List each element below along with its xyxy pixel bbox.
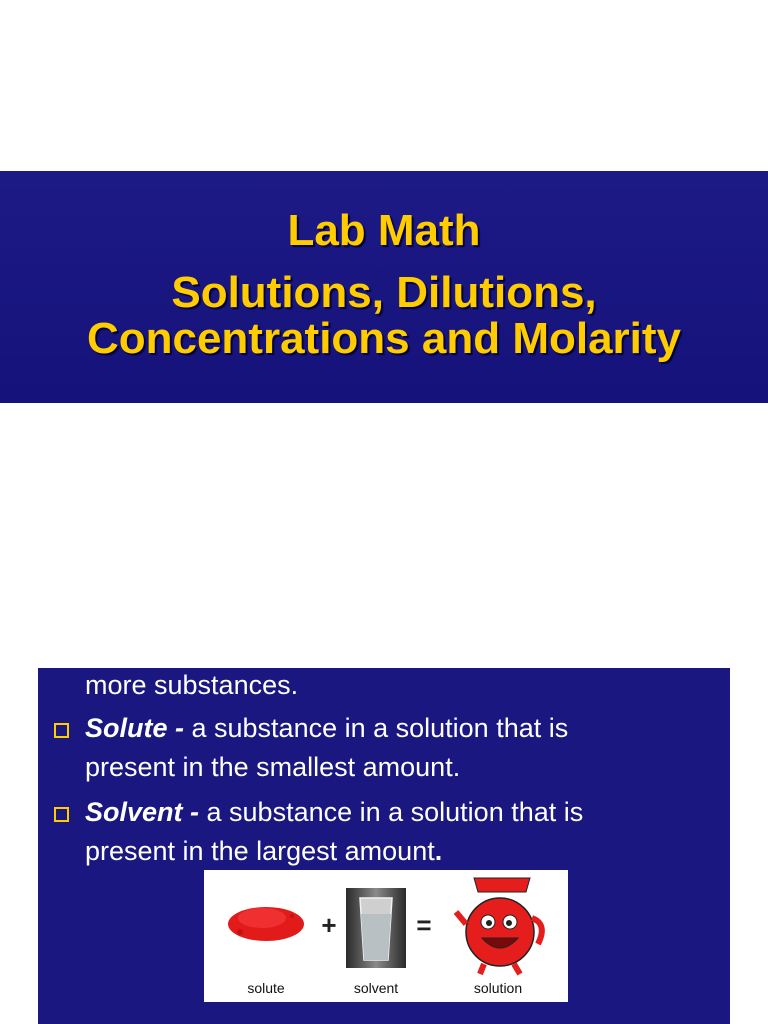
slide-title-line-2: Solutions, Dilutions, (171, 268, 597, 317)
bullet-icon (54, 807, 69, 822)
caption-solvent: solvent (353, 980, 399, 996)
solvent-text: a substance in a solution that is (199, 797, 584, 827)
solution-figure (204, 870, 568, 1002)
solute-definition (85, 715, 568, 742)
title-slide (0, 171, 768, 403)
slide-title-line-1: Lab Math (287, 206, 481, 255)
kool-aid-pitcher-icon (454, 874, 550, 976)
slide-title-line-3: Concentrations and Molarity (86, 314, 682, 363)
solute-term: Solute - (85, 713, 184, 743)
solvent-definition-line-2 (85, 838, 442, 865)
caption-solute: solute (247, 980, 285, 996)
caption-solution: solution (473, 980, 523, 996)
solvent-definition (85, 799, 583, 826)
bullet-icon (54, 723, 69, 738)
powder-icon (226, 898, 306, 944)
water-glass-icon (346, 888, 406, 968)
equals-sign: = (416, 910, 432, 940)
solvent-line-2-text: present in the largest amount (85, 836, 435, 866)
solvent-period: . (434, 836, 443, 866)
solute-definition-line-2: present in the smallest amount. (85, 752, 461, 782)
plus-sign: + (321, 910, 337, 940)
solute-text: a substance in a solution that is (184, 713, 569, 743)
solvent-term: Solvent - (85, 797, 200, 827)
continued-text: more substances. (85, 670, 299, 700)
definitions-slide (38, 668, 730, 1024)
